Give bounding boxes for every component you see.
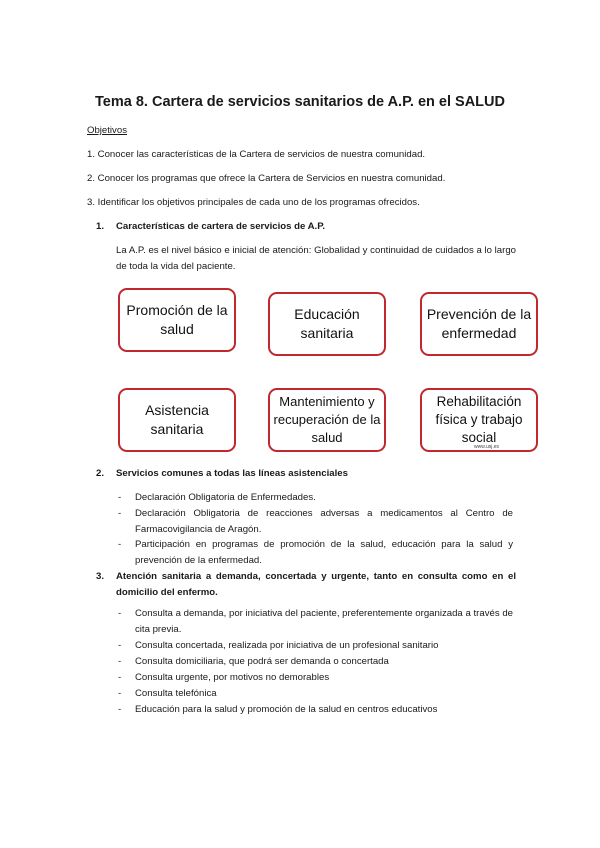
section1-number: 1.	[96, 221, 105, 232]
section3-item-5: Consulta telefónica	[135, 688, 217, 699]
section2-number: 2.	[96, 468, 105, 479]
page-title: Tema 8. Cartera de servicios sanitarios de A.P. en el SALUD	[95, 94, 505, 110]
section3-item-6: Educación para la salud y promoción de la salud en centros educativos	[135, 704, 438, 715]
section3-item-4: Consulta urgente, por motivos no demorables	[135, 672, 330, 683]
bullet-marker: -	[118, 656, 122, 667]
bullet-marker: -	[118, 539, 122, 550]
bullet-marker: -	[118, 508, 122, 519]
section3-item-3: Consulta domiciliaria, que podrá ser demanda o concertada	[135, 656, 389, 667]
bullet-marker: -	[118, 640, 122, 651]
bullet-marker: -	[118, 704, 122, 715]
watermark: www.usj.es	[474, 444, 500, 450]
objetivos-heading: Objetivos	[87, 125, 127, 136]
objetivo-1: 1. Conocer las características de la Cartera de servicios de nuestra comunidad.	[87, 149, 426, 160]
section3-item-1: Consulta a demanda, por iniciativa del paciente, preferentemente organizada a través de cita previa.	[135, 608, 513, 635]
section3-number: 3.	[96, 571, 105, 582]
section3-heading: Atención sanitaria a demanda, concertada y urgente, tanto en consulta como en el domicilio del enfermo.	[116, 571, 516, 598]
bullet-marker: -	[118, 608, 122, 619]
bullet-marker: -	[118, 688, 122, 699]
section1-heading: Características de cartera de servicios de A.P.	[116, 221, 326, 232]
box-mantenimiento: Mantenimiento y recuperación de la salud	[268, 388, 386, 452]
bullet-marker: -	[118, 672, 122, 683]
section3-item-2: Consulta concertada, realizada por iniciativa de un profesional sanitario	[135, 640, 439, 651]
section2-item-3: Participación en programas de promoción de la salud, educación para la salud y prevención de la enfermedad.	[135, 539, 513, 566]
objetivo-2: 2. Conocer los programas que ofrece la Cartera de Servicios en nuestra comunidad.	[87, 173, 446, 184]
box-prevencion: Prevención de la enfermedad	[420, 292, 538, 356]
box-rehabilitacion: Rehabilitación física y trabajo social	[420, 388, 538, 452]
section1-text: La A.P. es el nivel básico e inicial de atención: Globalidad y continuidad de cuidados a lo largo de toda la vida del paciente.	[116, 245, 516, 272]
box-promocion: Promoción de la salud	[118, 288, 236, 352]
box-asistencia: Asistencia sanitaria	[118, 388, 236, 452]
objetivo-3: 3. Identificar los objetivos principales de cada uno de los programas ofrecidos.	[87, 197, 420, 208]
box-educacion: Educación sanitaria	[268, 292, 386, 356]
bullet-marker: -	[118, 492, 122, 503]
section2-item-2: Declaración Obligatoria de reacciones adversas a medicamentos al Centro de Farmacovigilancia de Aragón.	[135, 508, 513, 535]
section2-heading: Servicios comunes a todas las líneas asistenciales	[116, 468, 348, 479]
section2-item-1: Declaración Obligatoria de Enfermedades.	[135, 492, 316, 503]
